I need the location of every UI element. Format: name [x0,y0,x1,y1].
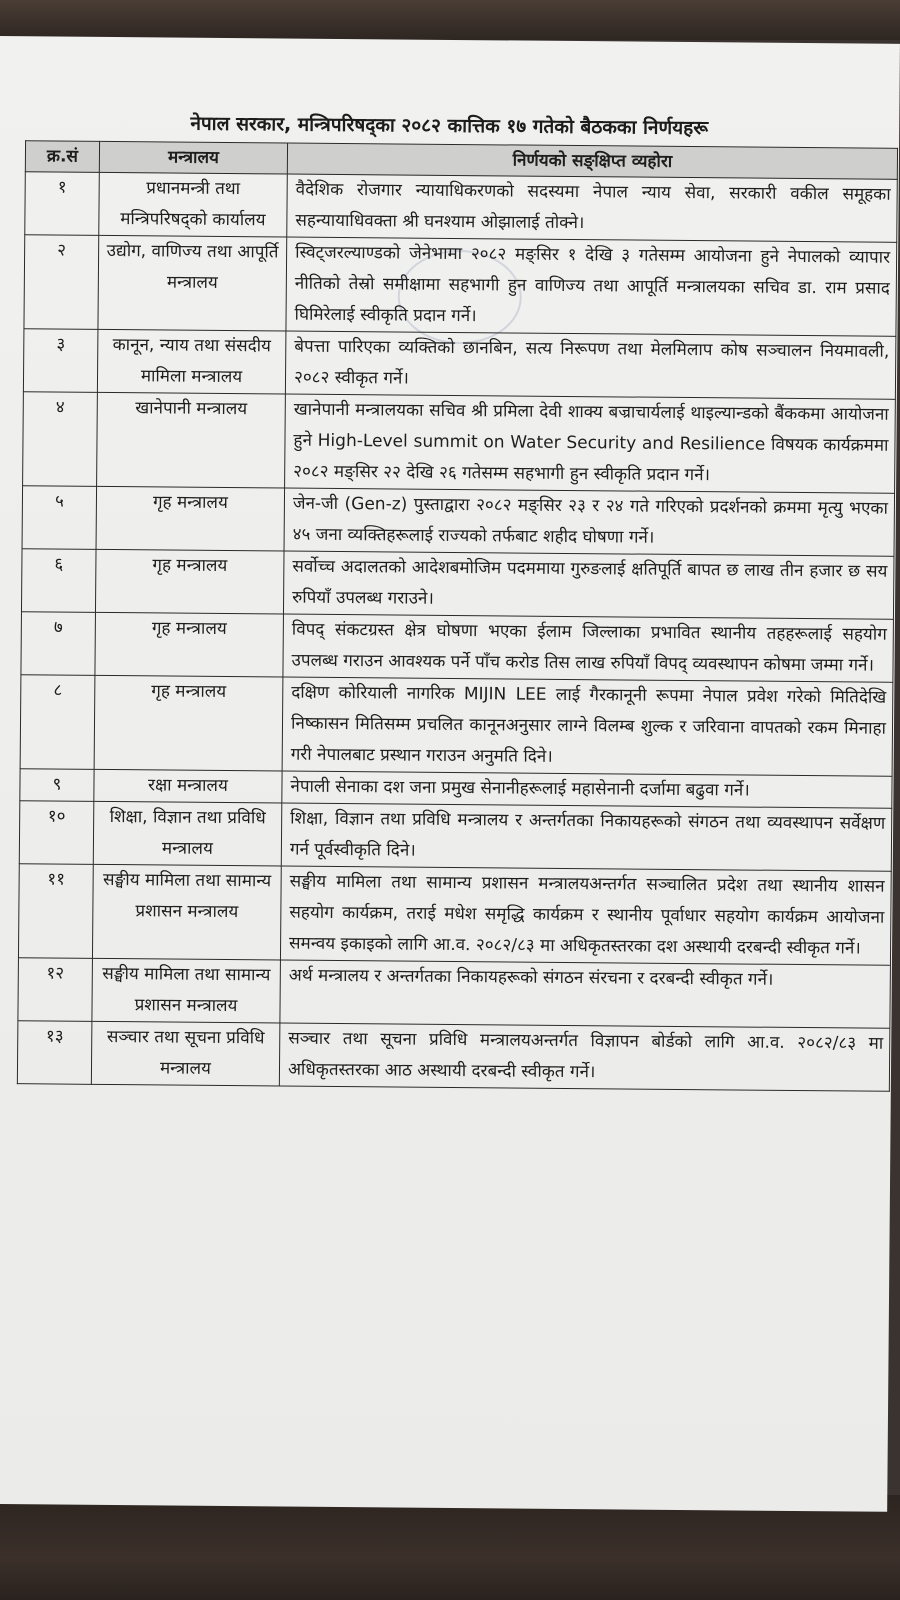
row-serial: १२ [18,958,93,1022]
row-serial: ११ [18,864,93,959]
row-ministry: रक्षा मन्त्रालय [94,769,282,803]
row-ministry: गृह मन्त्रालय [94,675,283,771]
table-row [22,486,895,557]
row-ministry: गृह मन्त्रालय [95,549,284,614]
row-serial: ५ [22,486,97,550]
row-ministry: शिक्षा, विज्ञान तथा प्रविधि मन्त्रालय [93,801,282,866]
paper-sheet [0,36,900,1512]
row-decision: बेपत्ता पारिएका व्यक्तिको छानबिन, सत्य निरूपण तथा मेलमिलाप कोष सञ्चालन नियमावली, २०८२ स्वीकृत गर्ने। [285,331,896,399]
row-decision: सञ्चार तथा सूचना प्रविधि मन्त्रालयअन्तर्गत विज्ञापन बोर्डको लागि आ.व. २०८२/८३ मा अधिकृतस्तरका आठ अस्थायी दरबन्दी स्वीकृत गर्ने। [279,1023,890,1091]
row-serial: ४ [23,392,98,487]
row-ministry: गृह मन्त्रालय [95,612,284,677]
table-row [23,329,896,400]
row-decision: शिक्षा, विज्ञान तथा प्रविधि मन्त्रालय र अन्तर्गतका निकायहरूको संगठन तथा व्यवस्थापन सर्वेक्षण गर्न पूर्वस्वीकृति दिने। [281,803,892,871]
row-serial: १० [19,801,94,865]
row-ministry: खानेपानी मन्त्रालय [97,392,286,488]
table-row [20,675,893,777]
row-decision: विपद् संकटग्रस्त क्षेत्र घोषणा भएका ईलाम जिल्लाका प्रभावित स्थानीय तहहरूलाई सहयोग उपलब्ध गराउन आवश्यक पर्ने पाँच करोड तिस लाख रुपियाँ विपद् व्यवस्थापन कोषमा जम्मा गर्ने। [283,614,894,682]
table-row [19,801,892,872]
row-decision: अर्थ मन्त्रालय र अन्तर्गतका निकायहरूको संगठन संरचना र दरबन्दी स्वीकृत गर्ने। [280,960,891,1028]
row-serial: ३ [23,329,98,393]
row-ministry: उद्योग, वाणिज्य तथा आपूर्ति मन्त्रालय [98,235,287,331]
table-row [24,235,897,337]
header-serial: क्र.सं [25,141,99,173]
background-surface-bottom [0,1495,900,1600]
row-ministry: प्रधानमन्त्री तथा मन्त्रिपरिषद्को कार्यालय [99,172,288,237]
table-row [23,392,896,494]
row-ministry: सञ्चार तथा सूचना प्रविधि मन्त्रालय [91,1021,280,1086]
decisions-table [17,140,898,1092]
row-serial: १३ [17,1021,92,1085]
background-surface-top [0,0,900,40]
header-ministry: मन्त्रालय [99,141,287,174]
row-serial: १ [25,172,100,236]
table-row [17,1021,890,1092]
row-decision: दक्षिण कोरियाली नागरिक MIJIN LEE लाई गैरकानूनी रूपमा नेपाल प्रवेश गरेको मितिदेखि निष्कासन मितिसम्म प्रचलित कानूनअनुसार लाग्ने विलम्ब शुल्क र जरिवाना वापतको रकम मिनाहा गरी नेपालबाट प्रस्थान गराउन अनुमति दिने। [282,677,893,776]
row-serial: ९ [20,769,94,802]
row-decision: वैदेशिक रोजगार न्यायाधिकरणको सदस्यमा नेपाल न्याय सेवा, सरकारी वकील समूहका सहन्यायाधिवक्ता श्री घनश्याम ओझालाई तोक्ने। [287,174,898,242]
row-ministry: कानून, न्याय तथा संसदीय मामिला मन्त्रालय [97,329,286,394]
row-decision: सर्वोच्च अदालतको आदेशबमोजिम पदममाया गुरुङलाई क्षतिपूर्ति बापत छ लाख तीन हजार छ सय रुपियाँ उपलब्ध गराउने। [283,551,894,619]
table-row [25,172,898,243]
table-row [21,612,894,683]
row-decision: जेन-जी (Gen-z) पुस्ताद्वारा २०८२ मङ्सिर २३ र २४ गते गरिएको प्रदर्शनको क्रममा मृत्यु भएका ४५ जना व्यक्तिहरूलाई राज्यको तर्फबाट शहीद घोषणा गर्ने। [284,488,895,556]
header-decision: निर्णयको सङ्क्षिप्त व्यहोरा [287,143,897,179]
document-title: नेपाल सरकार, मन्त्रिपरिषद्का २०८२ कात्तिक १७ गतेको बैठकका निर्णयहरू [190,112,709,140]
table-row [18,958,891,1029]
table-row [18,864,891,966]
row-ministry: सङ्घीय मामिला तथा सामान्य प्रशासन मन्त्रालय [92,958,281,1023]
row-serial: ७ [21,612,96,676]
row-decision: सङ्घीय मामिला तथा सामान्य प्रशासन मन्त्रालयअन्तर्गत सञ्चालित प्रदेश तथा स्थानीय शासन सहयोग कार्यक्रम, तराई मधेश समृद्धि कार्यक्रम र स्थानीय पूर्वाधार सहयोग कार्यक्रम आयोजना समन्वय इकाइको लागि आ.व. २०८२/८३ मा अधिकृतस्तरका दश अस्थायी दरबन्दी स्वीकृत गर्ने। [280,866,891,965]
row-ministry: सङ्घीय मामिला तथा सामान्य प्रशासन मन्त्रालय [92,864,281,960]
row-decision: नेपाली सेनाका दश जना प्रमुख सेनानीहरूलाई महासेनानी दर्जामा बढुवा गर्ने। [282,771,892,808]
row-decision: खानेपानी मन्त्रालयका सचिव श्री प्रमिला देवी शाक्य बज्राचार्यलाई थाइल्यान्डको बैंककमा आयोजना हुने High-Level summit on Water Security and Resilience विषयक कार्यक्रममा २०८२ मङ्सिर २२ देखि २६ गतेसम्म सहभागी हुन स्वीकृति प्रदान गर्ने। [285,394,896,493]
table-row [21,549,894,620]
row-ministry: गृह मन्त्रालय [96,486,285,551]
row-serial: ८ [20,675,95,770]
row-decision: स्विट्जरल्याण्डको जेनेभामा २०८२ मङ्सिर १ देखि ३ गतेसम्म आयोजना हुने नेपालको व्यापार नीतिको तेस्रो समीक्षामा सहभागी हुन वाणिज्य तथा आपूर्ति मन्त्रालयका सचिव डा. राम प्रसाद घिमिरेलाई स्वीकृति प्रदान गर्ने। [286,237,897,336]
row-serial: २ [24,235,99,330]
row-serial: ६ [21,549,96,613]
